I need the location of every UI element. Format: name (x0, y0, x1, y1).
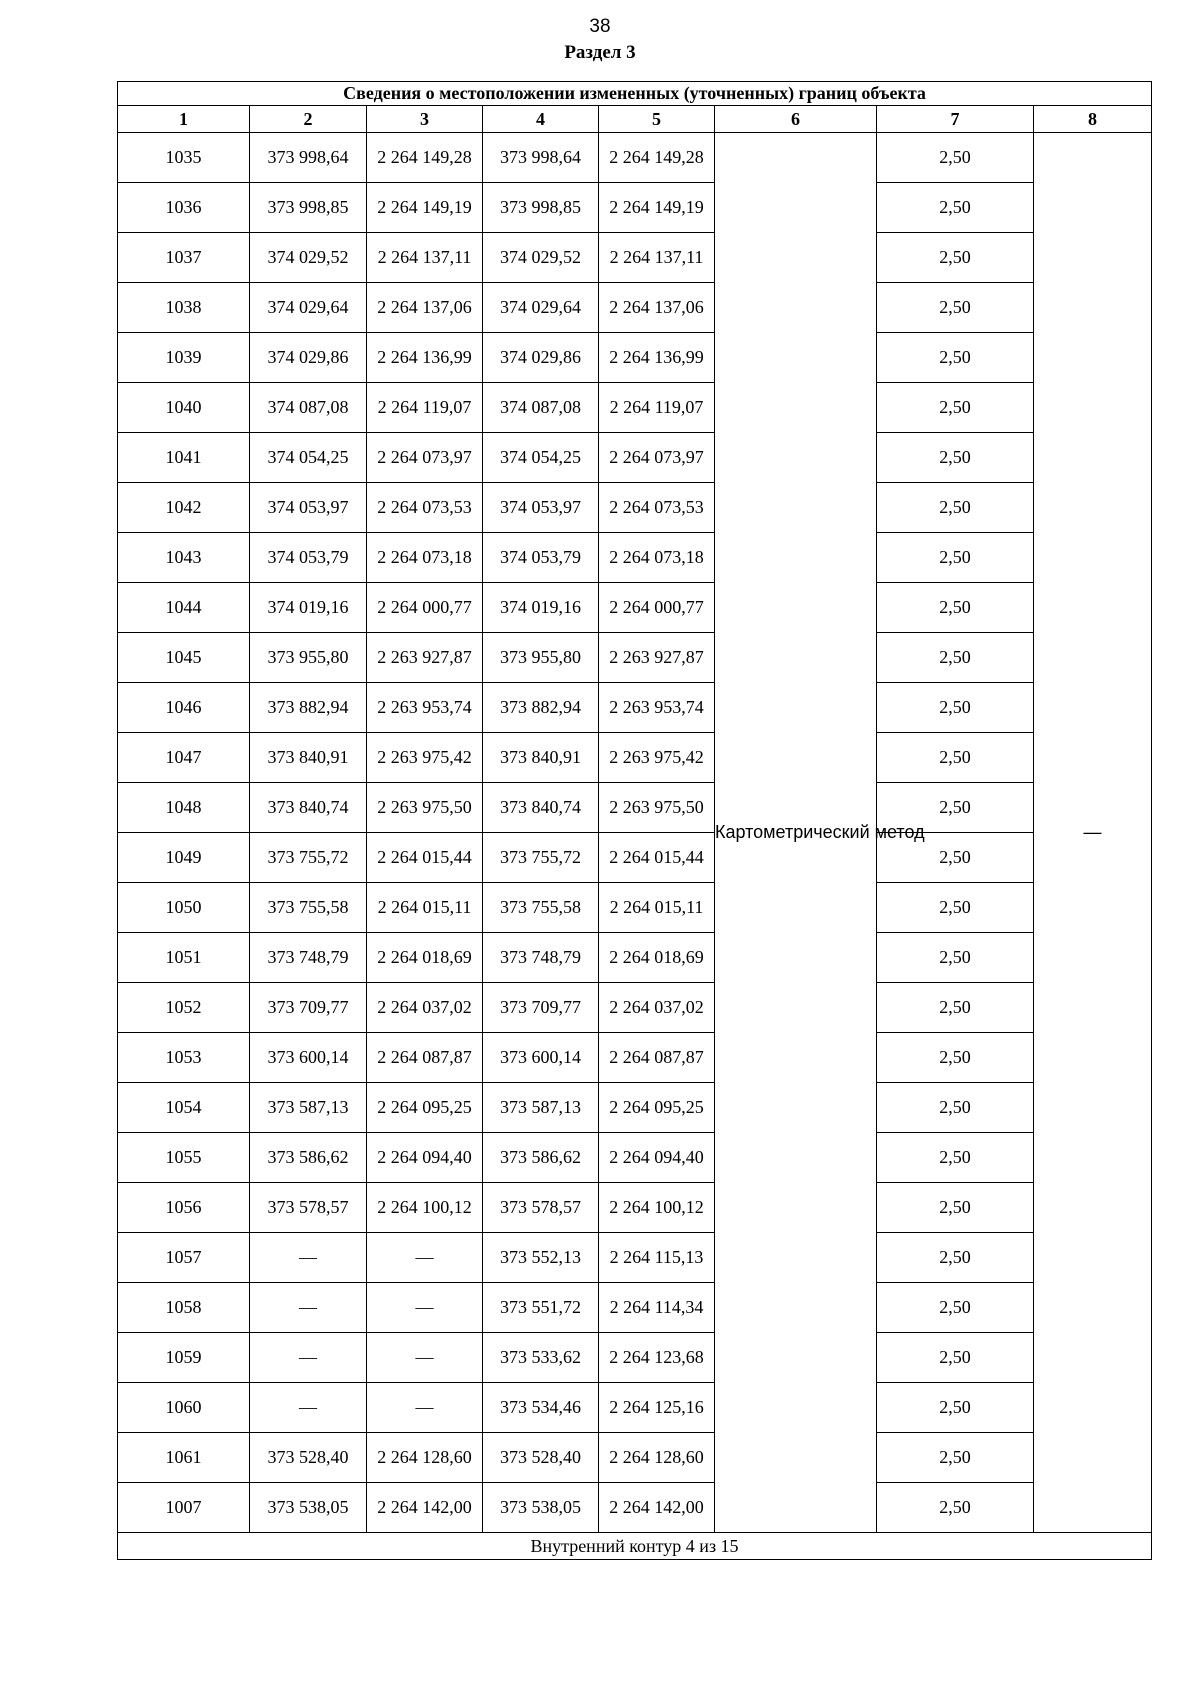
existing-x-cell: — (250, 1383, 367, 1433)
existing-y-cell: — (367, 1233, 483, 1283)
existing-y-cell: 2 264 137,06 (367, 283, 483, 333)
existing-x-cell: 373 528,40 (250, 1433, 367, 1483)
refined-x-cell: 373 955,80 (483, 633, 599, 683)
table-row (118, 133, 1152, 183)
table-row (118, 1083, 1152, 1133)
accuracy-cell: 2,50 (877, 933, 1034, 983)
point-number-cell: 1047 (118, 733, 250, 783)
refined-y-cell: 2 264 137,11 (599, 233, 715, 283)
section-title: Раздел 3 (564, 42, 636, 63)
refined-x-cell: 374 087,08 (483, 383, 599, 433)
table-row (118, 283, 1152, 333)
accuracy-cell: 2,50 (877, 983, 1034, 1033)
refined-y-cell: 2 264 125,16 (599, 1383, 715, 1433)
existing-y-cell: 2 264 037,02 (367, 983, 483, 1033)
table-row (118, 1433, 1152, 1483)
table-row (118, 183, 1152, 233)
refined-y-cell: 2 264 015,44 (599, 833, 715, 883)
existing-x-cell: 374 054,25 (250, 433, 367, 483)
existing-y-cell: 2 264 095,25 (367, 1083, 483, 1133)
existing-y-cell: 2 264 119,07 (367, 383, 483, 433)
refined-x-cell: 373 840,91 (483, 733, 599, 783)
existing-y-cell: 2 264 149,19 (367, 183, 483, 233)
accuracy-cell: 2,50 (877, 1083, 1034, 1133)
existing-x-cell: 374 029,86 (250, 333, 367, 383)
accuracy-cell: 2,50 (877, 1283, 1034, 1333)
point-number-cell: 1044 (118, 583, 250, 633)
refined-x-cell: 373 600,14 (483, 1033, 599, 1083)
refined-y-cell: 2 264 115,13 (599, 1233, 715, 1283)
existing-x-cell: 373 882,94 (250, 683, 367, 733)
point-number-cell: 1049 (118, 833, 250, 883)
column-header: 4 (483, 106, 599, 133)
existing-y-cell: 2 264 073,97 (367, 433, 483, 483)
existing-y-cell: 2 264 149,28 (367, 133, 483, 183)
refined-y-cell: 2 263 927,87 (599, 633, 715, 683)
refined-x-cell: 373 552,13 (483, 1233, 599, 1283)
accuracy-cell: 2,50 (877, 383, 1034, 433)
table-row (118, 483, 1152, 533)
refined-y-cell: 2 263 975,42 (599, 733, 715, 783)
existing-y-cell: 2 264 094,40 (367, 1133, 483, 1183)
table-row (118, 883, 1152, 933)
table-row (118, 333, 1152, 383)
accuracy-cell: 2,50 (877, 833, 1034, 883)
point-number-cell: 1055 (118, 1133, 250, 1183)
point-number-cell: 1041 (118, 433, 250, 483)
table-row (118, 733, 1152, 783)
existing-y-cell: 2 264 073,18 (367, 533, 483, 583)
table-row (118, 933, 1152, 983)
refined-y-cell: 2 264 094,40 (599, 1133, 715, 1183)
existing-y-cell: 2 263 953,74 (367, 683, 483, 733)
accuracy-cell: 2,50 (877, 233, 1034, 283)
point-number-cell: 1039 (118, 333, 250, 383)
accuracy-cell: 2,50 (877, 483, 1034, 533)
point-number-cell: 1007 (118, 1483, 250, 1533)
point-number-cell: 1036 (118, 183, 250, 233)
refined-x-cell: 373 528,40 (483, 1433, 599, 1483)
refined-y-cell: 2 264 137,06 (599, 283, 715, 333)
existing-x-cell: 373 748,79 (250, 933, 367, 983)
point-number-cell: 1040 (118, 383, 250, 433)
existing-x-cell: 373 755,58 (250, 883, 367, 933)
table-row (118, 633, 1152, 683)
column-header: 7 (877, 106, 1034, 133)
refined-x-cell: 373 998,85 (483, 183, 599, 233)
point-number-cell: 1056 (118, 1183, 250, 1233)
refined-x-cell: 373 882,94 (483, 683, 599, 733)
existing-y-cell: 2 264 137,11 (367, 233, 483, 283)
column-header: 3 (367, 106, 483, 133)
existing-y-cell: 2 263 927,87 (367, 633, 483, 683)
existing-x-cell: — (250, 1233, 367, 1283)
refined-x-cell: 373 534,46 (483, 1383, 599, 1433)
refined-x-cell: 373 755,72 (483, 833, 599, 883)
table-row (118, 533, 1152, 583)
existing-y-cell: 2 264 142,00 (367, 1483, 483, 1533)
existing-x-cell: 373 586,62 (250, 1133, 367, 1183)
refined-y-cell: 2 264 149,28 (599, 133, 715, 183)
existing-y-cell: 2 264 136,99 (367, 333, 483, 383)
boundary-coordinates-table (117, 81, 1152, 1560)
table-row (118, 433, 1152, 483)
refined-x-cell: 374 019,16 (483, 583, 599, 633)
existing-y-cell: 2 264 000,77 (367, 583, 483, 633)
existing-x-cell: 374 053,79 (250, 533, 367, 583)
existing-x-cell: 373 538,05 (250, 1483, 367, 1533)
table-row (118, 233, 1152, 283)
refined-x-cell: 373 840,74 (483, 783, 599, 833)
existing-y-cell: — (367, 1383, 483, 1433)
point-number-cell: 1035 (118, 133, 250, 183)
accuracy-cell: 2,50 (877, 1383, 1034, 1433)
table-row (118, 1133, 1152, 1183)
table-row (118, 1033, 1152, 1083)
accuracy-cell: 2,50 (877, 533, 1034, 583)
existing-x-cell: 373 587,13 (250, 1083, 367, 1133)
refined-x-cell: 374 053,79 (483, 533, 599, 583)
point-number-cell: 1037 (118, 233, 250, 283)
point-number-cell: 1046 (118, 683, 250, 733)
column-8-cell: — (1034, 133, 1152, 1533)
point-number-cell: 1059 (118, 1333, 250, 1383)
table-row (118, 1283, 1152, 1333)
table-row (118, 1483, 1152, 1533)
refined-y-cell: 2 264 136,99 (599, 333, 715, 383)
accuracy-cell: 2,50 (877, 183, 1034, 233)
point-number-cell: 1042 (118, 483, 250, 533)
refined-y-cell: 2 264 095,25 (599, 1083, 715, 1133)
point-number-cell: 1052 (118, 983, 250, 1033)
point-number-cell: 1058 (118, 1283, 250, 1333)
point-number-cell: 1051 (118, 933, 250, 983)
refined-y-cell: 2 264 123,68 (599, 1333, 715, 1383)
refined-y-cell: 2 264 037,02 (599, 983, 715, 1033)
existing-y-cell: 2 263 975,42 (367, 733, 483, 783)
existing-y-cell: 2 264 015,11 (367, 883, 483, 933)
existing-x-cell: — (250, 1283, 367, 1333)
table-row (118, 583, 1152, 633)
table-caption: Сведения о местоположении измененных (уточненных) границ объекта (118, 82, 1152, 106)
existing-y-cell: 2 264 073,53 (367, 483, 483, 533)
refined-y-cell: 2 264 142,00 (599, 1483, 715, 1533)
refined-y-cell: 2 264 073,97 (599, 433, 715, 483)
existing-y-cell: 2 264 018,69 (367, 933, 483, 983)
existing-y-cell: 2 264 087,87 (367, 1033, 483, 1083)
existing-y-cell: 2 264 015,44 (367, 833, 483, 883)
existing-y-cell: — (367, 1283, 483, 1333)
accuracy-cell: 2,50 (877, 1483, 1034, 1533)
refined-y-cell: 2 264 114,34 (599, 1283, 715, 1333)
accuracy-cell: 2,50 (877, 1183, 1034, 1233)
page-number: 38 (589, 16, 611, 37)
existing-y-cell: 2 264 128,60 (367, 1433, 483, 1483)
column-header: 6 (715, 106, 877, 133)
existing-x-cell: 373 600,14 (250, 1033, 367, 1083)
refined-y-cell: 2 264 128,60 (599, 1433, 715, 1483)
refined-y-cell: 2 263 953,74 (599, 683, 715, 733)
refined-y-cell: 2 264 015,11 (599, 883, 715, 933)
table-body (118, 133, 1152, 1533)
refined-x-cell: 373 748,79 (483, 933, 599, 983)
refined-y-cell: 2 264 000,77 (599, 583, 715, 633)
existing-x-cell: 373 840,74 (250, 783, 367, 833)
refined-y-cell: 2 264 119,07 (599, 383, 715, 433)
accuracy-cell: 2,50 (877, 283, 1034, 333)
existing-x-cell: 374 029,52 (250, 233, 367, 283)
accuracy-cell: 2,50 (877, 583, 1034, 633)
column-header: 5 (599, 106, 715, 133)
point-number-cell: 1061 (118, 1433, 250, 1483)
accuracy-cell: 2,50 (877, 1333, 1034, 1383)
existing-x-cell: 373 709,77 (250, 983, 367, 1033)
existing-x-cell: 373 755,72 (250, 833, 367, 883)
point-number-cell: 1060 (118, 1383, 250, 1433)
refined-x-cell: 373 586,62 (483, 1133, 599, 1183)
point-number-cell: 1057 (118, 1233, 250, 1283)
point-number-cell: 1045 (118, 633, 250, 683)
accuracy-cell: 2,50 (877, 783, 1034, 833)
refined-y-cell: 2 264 073,53 (599, 483, 715, 533)
refined-x-cell: 374 029,64 (483, 283, 599, 333)
existing-y-cell: 2 264 100,12 (367, 1183, 483, 1233)
accuracy-cell: 2,50 (877, 1133, 1034, 1183)
table-row (118, 1233, 1152, 1283)
refined-x-cell: 373 578,57 (483, 1183, 599, 1233)
table-row (118, 1183, 1152, 1233)
refined-x-cell: 374 053,97 (483, 483, 599, 533)
refined-y-cell: 2 264 100,12 (599, 1183, 715, 1233)
existing-y-cell: 2 263 975,50 (367, 783, 483, 833)
refined-x-cell: 374 029,86 (483, 333, 599, 383)
accuracy-cell: 2,50 (877, 1433, 1034, 1483)
existing-x-cell: 373 998,85 (250, 183, 367, 233)
refined-x-cell: 374 029,52 (483, 233, 599, 283)
refined-x-cell: 373 755,58 (483, 883, 599, 933)
column-header-row (118, 106, 1152, 133)
table-row (118, 1383, 1152, 1433)
refined-x-cell: 374 054,25 (483, 433, 599, 483)
accuracy-cell: 2,50 (877, 1033, 1034, 1083)
refined-x-cell: 373 709,77 (483, 983, 599, 1033)
refined-y-cell: 2 264 073,18 (599, 533, 715, 583)
table-row (118, 1333, 1152, 1383)
refined-y-cell: 2 264 018,69 (599, 933, 715, 983)
table-row (118, 683, 1152, 733)
refined-x-cell: 373 551,72 (483, 1283, 599, 1333)
table-row (118, 383, 1152, 433)
refined-y-cell: 2 263 975,50 (599, 783, 715, 833)
point-number-cell: 1043 (118, 533, 250, 583)
accuracy-cell: 2,50 (877, 733, 1034, 783)
existing-x-cell: 373 955,80 (250, 633, 367, 683)
accuracy-cell: 2,50 (877, 433, 1034, 483)
accuracy-cell: 2,50 (877, 333, 1034, 383)
point-number-cell: 1050 (118, 883, 250, 933)
accuracy-cell: 2,50 (877, 883, 1034, 933)
refined-x-cell: 373 587,13 (483, 1083, 599, 1133)
method-cell: Картометрический метод (715, 133, 877, 1533)
column-header: 1 (118, 106, 250, 133)
existing-x-cell: 374 029,64 (250, 283, 367, 333)
existing-x-cell: 374 087,08 (250, 383, 367, 433)
point-number-cell: 1053 (118, 1033, 250, 1083)
existing-x-cell: — (250, 1333, 367, 1383)
contour-note: Внутренний контур 4 из 15 (118, 1533, 1152, 1560)
existing-x-cell: 373 578,57 (250, 1183, 367, 1233)
table-row (118, 783, 1152, 833)
existing-x-cell: 374 053,97 (250, 483, 367, 533)
accuracy-cell: 2,50 (877, 633, 1034, 683)
existing-x-cell: 373 840,91 (250, 733, 367, 783)
point-number-cell: 1038 (118, 283, 250, 333)
existing-y-cell: — (367, 1333, 483, 1383)
accuracy-cell: 2,50 (877, 683, 1034, 733)
point-number-cell: 1048 (118, 783, 250, 833)
refined-x-cell: 373 538,05 (483, 1483, 599, 1533)
table-row (118, 833, 1152, 883)
existing-x-cell: 374 019,16 (250, 583, 367, 633)
refined-y-cell: 2 264 149,19 (599, 183, 715, 233)
refined-x-cell: 373 998,64 (483, 133, 599, 183)
accuracy-cell: 2,50 (877, 133, 1034, 183)
refined-x-cell: 373 533,62 (483, 1333, 599, 1383)
refined-y-cell: 2 264 087,87 (599, 1033, 715, 1083)
column-header: 8 (1034, 106, 1152, 133)
accuracy-cell: 2,50 (877, 1233, 1034, 1283)
column-header: 2 (250, 106, 367, 133)
point-number-cell: 1054 (118, 1083, 250, 1133)
table-row (118, 983, 1152, 1033)
existing-x-cell: 373 998,64 (250, 133, 367, 183)
